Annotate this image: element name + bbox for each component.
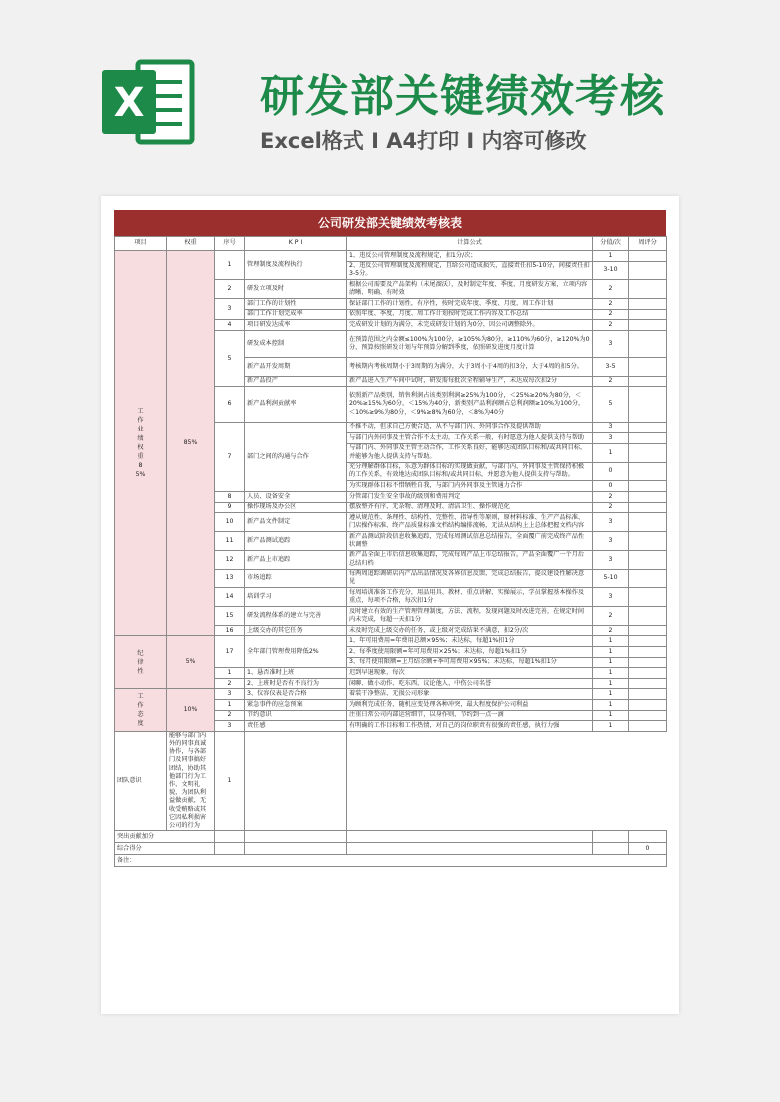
score-value: 2 bbox=[593, 607, 629, 626]
row-number: 15 bbox=[215, 607, 245, 626]
score-value: 3 bbox=[593, 513, 629, 532]
score-value: 2 bbox=[593, 320, 629, 331]
week-score-cell[interactable] bbox=[629, 513, 667, 532]
group-weight: 85% bbox=[167, 251, 215, 636]
week-score-cell[interactable] bbox=[629, 330, 667, 357]
kpi-name: 上级交办的其它任务 bbox=[245, 625, 347, 636]
row-number: 17 bbox=[215, 636, 245, 668]
kpi-name: 管理制度及流程执行 bbox=[245, 251, 347, 280]
kpi-name: 团队意识 bbox=[115, 731, 167, 830]
group-label: 纪律性 bbox=[137, 649, 144, 675]
score-value: 1 bbox=[593, 678, 629, 689]
week-score-cell[interactable] bbox=[629, 491, 667, 502]
formula-text: 与部门内、外同事及主管主动合作，工作关系良好，能够达成团队目标和/或共同目标，并能够为他人提供支持与帮助。 bbox=[347, 443, 593, 462]
kpi-name: 项目研发达成率 bbox=[245, 320, 347, 331]
week-score-cell[interactable] bbox=[629, 502, 667, 513]
score-value: 1 bbox=[593, 636, 629, 647]
formula-text: 1、违反公司管理制度及流程规定，扣1分/次； bbox=[347, 251, 593, 262]
row-number: 2 bbox=[215, 710, 245, 721]
kpi-name: 节约意识 bbox=[245, 710, 347, 721]
empty-cell bbox=[347, 843, 593, 855]
formula-text: 根据公司需要及产品架构（未尾溜沃），及时制定年度、季度、月度研发方案，立项内容清晰、明确、有时效 bbox=[347, 280, 593, 299]
week-score-cell[interactable] bbox=[629, 280, 667, 299]
group-label-cell bbox=[115, 689, 167, 731]
formula-text: 2、每季度使用限额=年可用费用×25%；未达标，每超1%扣1分 bbox=[347, 647, 593, 658]
formula-text: 与部门内外同事及主管合作不太主动，工作关系一般，有时愿意为他人提供支持与帮助 bbox=[347, 433, 593, 444]
kpi-name: 新产品开发周期 bbox=[245, 357, 347, 376]
score-value: 2 bbox=[593, 376, 629, 387]
kpi-table bbox=[114, 236, 667, 867]
kpi-name: 培训学习 bbox=[245, 588, 347, 607]
kpi-name: 1、悬否准时上班 bbox=[245, 668, 347, 679]
week-score-cell[interactable] bbox=[629, 625, 667, 636]
row-number: 10 bbox=[215, 513, 245, 532]
kpi-name: 新产品文件制定 bbox=[245, 513, 347, 532]
kpi-name: 全年部门管理费用降低2% bbox=[245, 636, 347, 668]
kpi-name: 3、仪容仪表是否合格 bbox=[245, 689, 347, 700]
formula-text: 充分理解群体目标，乐意为群体目标的实现做贡献，与部门内、外同事及主管保持积极的工作关系，有效地达成团队目标和/或共同目标，并愿意为他人提供支持与帮助。 bbox=[347, 462, 593, 481]
kpi-name: 部门之间的沟通与合作 bbox=[245, 422, 347, 491]
score-value: 1 bbox=[215, 731, 245, 830]
formula-text: 考核期内考核周期小于3周期的为满分，大于3周小于4周的扣3分，大于4周的扣5分。 bbox=[347, 357, 593, 376]
score-value: 3 bbox=[593, 550, 629, 569]
kpi-name: 责任感 bbox=[245, 721, 347, 732]
excel-logo bbox=[100, 56, 196, 148]
formula-text: 保证部门工作的计划性，有序性，按时完成年度、季度、月度、周工作计划 bbox=[347, 299, 593, 310]
score-value: 3 bbox=[593, 588, 629, 607]
score-value: 1 bbox=[593, 700, 629, 711]
week-score-cell[interactable] bbox=[629, 668, 667, 679]
week-score-cell[interactable] bbox=[629, 462, 667, 481]
formula-text: 完成研发计划的为满分，未完成研发计划的为0分，因公司调整除外。 bbox=[347, 320, 593, 331]
row-number: 1 bbox=[215, 251, 245, 280]
kpi-name: 2、上班时是否有不良行为 bbox=[245, 678, 347, 689]
score-value: 2 bbox=[593, 491, 629, 502]
formula-text: 新产品进入生产车间中试时，研发需每批次全程辅导生产，未达成每次扣2分 bbox=[347, 376, 593, 387]
kpi-name: 新产品测试追踪 bbox=[245, 531, 347, 550]
score-value: 2 bbox=[593, 309, 629, 320]
remark-row bbox=[115, 855, 667, 867]
table-row bbox=[115, 251, 667, 262]
group-label: 工作业绩 权重85% bbox=[135, 408, 146, 479]
week-score-cell[interactable] bbox=[629, 710, 667, 721]
row-number: 1 bbox=[215, 700, 245, 711]
header-row bbox=[115, 237, 667, 251]
week-score-cell[interactable] bbox=[629, 689, 667, 700]
score-value: 1 bbox=[593, 689, 629, 700]
bonus-row bbox=[115, 831, 667, 843]
group-label-cell bbox=[115, 251, 167, 636]
row-number: 12 bbox=[215, 550, 245, 569]
total-row bbox=[115, 843, 667, 855]
formula-text: 每周培训准备工作充分，用品用具、教材、重点讲解、实操展示，学员掌握基本操作及重点，每项不合格，每次扣1分 bbox=[347, 588, 593, 607]
week-score-cell[interactable] bbox=[629, 569, 667, 588]
remark-label[interactable]: 备注： bbox=[115, 855, 667, 867]
empty-cell bbox=[215, 843, 245, 855]
formula-text: 每两周追踪调研店内产品出品情况及各界信息反馈，完成总结报告，提议建设性解决意见 bbox=[347, 569, 593, 588]
week-score-cell[interactable] bbox=[245, 731, 347, 830]
score-value: 3 bbox=[593, 433, 629, 444]
excel-logo-letter: X bbox=[113, 80, 145, 126]
score-value: 1 bbox=[593, 443, 629, 462]
score-value: 3-10 bbox=[593, 261, 629, 280]
formula-text: 及时建立有效的生产管理管理制度，方法、流程，发现问题及时改进完善，在规定时间内未完成，每超一天扣1分 bbox=[347, 607, 593, 626]
kpi-sheet bbox=[114, 210, 666, 867]
row-number: 8 bbox=[215, 491, 245, 502]
week-score-cell[interactable] bbox=[629, 299, 667, 310]
kpi-name: 新产品上市追踪 bbox=[245, 550, 347, 569]
score-value: 3 bbox=[593, 330, 629, 357]
week-score-cell[interactable] bbox=[629, 678, 667, 689]
kpi-name: 研发立项及时 bbox=[245, 280, 347, 299]
formula-text: 在预算范围之内金额≤100%为100分，≥105%为80分，≥110%为60分，≥120%为0分，预算按照研发计划与年预算分解到季度，依照研发进度月度计算 bbox=[347, 330, 593, 357]
kpi-name: 人员、设备安全 bbox=[245, 491, 347, 502]
formula-text: 新产品测试阶段信息收集追踪，完成每周测试信息总结报告，全面覆广前完成终产品性状调整 bbox=[347, 531, 593, 550]
score-value: 5-10 bbox=[593, 569, 629, 588]
group-weight: 10% bbox=[167, 689, 215, 731]
week-score-cell[interactable] bbox=[629, 357, 667, 376]
week-score-cell[interactable] bbox=[629, 422, 667, 433]
formula-text: 为实现群体目标不惜牺牲自我，与部门内外同事及主管通力合作 bbox=[347, 481, 593, 492]
empty-cell bbox=[593, 843, 629, 855]
week-score-cell[interactable] bbox=[629, 433, 667, 444]
header-cell: 分值/次 bbox=[593, 237, 629, 251]
sheet-title: 公司研发部关键绩效考核表 bbox=[114, 210, 666, 236]
formula-text: 新产品全面上市后信息收集追踪，完成每周产品上市总结报告，产品全面覆广一个月后总结归档 bbox=[347, 550, 593, 569]
week-score-cell[interactable] bbox=[629, 481, 667, 492]
empty-cell bbox=[215, 831, 245, 843]
group-label-cell bbox=[115, 636, 167, 689]
total-row-label: 综合得分 bbox=[115, 843, 215, 855]
header-cell: 周评分 bbox=[629, 237, 667, 251]
week-score-cell[interactable] bbox=[629, 320, 667, 331]
score-value: 1 bbox=[593, 721, 629, 732]
formula-text: 依照年度、季度、月度、周工作计划按时完成工作内容及工作总结 bbox=[347, 309, 593, 320]
header-cell: K P I bbox=[245, 237, 347, 251]
header-cell: 序号 bbox=[215, 237, 245, 251]
table-row bbox=[115, 731, 667, 830]
header-cell: 权重 bbox=[167, 237, 215, 251]
week-score-cell[interactable] bbox=[629, 657, 667, 668]
formula-text: 能够与部门内外的同事真诚协作，与各部门及同事搞好团结，协助其他部门行为工作，文明礼貌，为团队利益做贡献，无收受贿赂或其它因私利损害公司的行为 bbox=[167, 731, 215, 830]
formula-text: 为顾利完成任务，随机应变处理各种冲突，最大程度保护公司利益 bbox=[347, 700, 593, 711]
score-value: 3 bbox=[593, 531, 629, 550]
empty-cell bbox=[347, 831, 593, 843]
score-value: 0 bbox=[593, 481, 629, 492]
row-number: 3 bbox=[215, 299, 245, 320]
formula-text: 2、违反公司管理制度及流程规定，且给公司造成损失，直接责任扣5-10分，间接责任扣3-5分。 bbox=[347, 261, 593, 280]
row-number: 2 bbox=[215, 280, 245, 299]
score-value: 1 bbox=[593, 710, 629, 721]
formula-text: 分管部门发生安全事故的级别和费用判定 bbox=[347, 491, 593, 502]
table-row bbox=[115, 689, 667, 700]
week-score-cell[interactable] bbox=[629, 376, 667, 387]
row-number: 11 bbox=[215, 531, 245, 550]
row-number: 9 bbox=[215, 502, 245, 513]
score-value: 2 bbox=[593, 502, 629, 513]
row-number: 6 bbox=[215, 387, 245, 422]
kpi-name: 操作现场及办公区 bbox=[245, 502, 347, 513]
week-score-cell[interactable] bbox=[629, 387, 667, 422]
formula-text: 3、每月使用限额=上月结余额+季可用费用×95%；未达标，每超1%扣1分 bbox=[347, 657, 593, 668]
row-number: 13 bbox=[215, 569, 245, 588]
score-value: 5 bbox=[593, 387, 629, 422]
formula-text: 遵从规范性、条理性、结构性、完整性、指导性等原则，原材料标准、生产产品标准、门店操作标准、终产品质量标准文档结构编排流畅，无法从结构上上总体把握文档内容 bbox=[347, 513, 593, 532]
kpi-name: 部门工作的计划性 bbox=[245, 299, 347, 310]
empty-cell bbox=[245, 843, 347, 855]
formula-text: 注重日常公司内部运营细节，以身作则，节约到一点一滴 bbox=[347, 710, 593, 721]
kpi-name: 紧急事件的应急预案 bbox=[245, 700, 347, 711]
group-weight: 5% bbox=[167, 636, 215, 689]
row-number: 4 bbox=[215, 320, 245, 331]
row-number: 7 bbox=[215, 422, 245, 491]
formula-text: 有明确的工作目标和工作热情，对自己的岗位职责有很强的责任感，执行力强 bbox=[347, 721, 593, 732]
empty-cell bbox=[593, 831, 629, 843]
week-score-cell[interactable] bbox=[629, 721, 667, 732]
table-row bbox=[115, 636, 667, 647]
week-score-cell[interactable] bbox=[629, 607, 667, 626]
score-value: 1 bbox=[593, 657, 629, 668]
page-subtitle: Excel格式 I A4打印 I 内容可修改 bbox=[260, 129, 587, 153]
score-value: 2 bbox=[593, 299, 629, 310]
document-page bbox=[101, 196, 679, 1014]
score-value: 1 bbox=[593, 668, 629, 679]
score-value: 0 bbox=[593, 462, 629, 481]
kpi-name: 市场追踪 bbox=[245, 569, 347, 588]
kpi-name: 研发成本控制 bbox=[245, 330, 347, 357]
row-number: 5 bbox=[215, 330, 245, 386]
formula-text: 1、年可用费用=年费用总额×95%；未达标，每超1%扣1分 bbox=[347, 636, 593, 647]
row-number: 16 bbox=[215, 625, 245, 636]
bonus-row-value[interactable] bbox=[629, 831, 667, 843]
score-value: 3 bbox=[593, 422, 629, 433]
kpi-name: 新产品投产 bbox=[245, 376, 347, 387]
score-value: 1 bbox=[593, 251, 629, 262]
week-score-cell[interactable] bbox=[629, 309, 667, 320]
week-score-cell[interactable] bbox=[629, 443, 667, 462]
formula-text: 闲聊、做小动作、吃东西、议论他人、中伤公司名誉 bbox=[347, 678, 593, 689]
bonus-row-label: 突出贡献加分 bbox=[115, 831, 215, 843]
header-cell: 计算公式 bbox=[347, 237, 593, 251]
total-row-value[interactable]: 0 bbox=[629, 843, 667, 855]
kpi-name: 新产品利润贡献率 bbox=[245, 387, 347, 422]
score-value: 1 bbox=[593, 647, 629, 658]
week-score-cell[interactable] bbox=[629, 261, 667, 280]
formula-text: 着装干净整洁、无损公司形象 bbox=[347, 689, 593, 700]
group-label: 工作态度 bbox=[137, 693, 144, 728]
score-value: 2 bbox=[593, 625, 629, 636]
row-number: 3 bbox=[215, 721, 245, 732]
formula-text: 未及时完成上级交办的任务，或上级对完成结果不满意，扣2分/次 bbox=[347, 625, 593, 636]
page-title: 研发部关键绩效考核 bbox=[260, 71, 665, 122]
row-number: 14 bbox=[215, 588, 245, 607]
week-score-cell[interactable] bbox=[629, 588, 667, 607]
formula-text: 摆放整齐有序、无杂物、清理及时、清洁卫生、操作规范化 bbox=[347, 502, 593, 513]
week-score-cell[interactable] bbox=[629, 647, 667, 658]
kpi-name: 研发流程体系的建立与完善 bbox=[245, 607, 347, 626]
row-number: 2 bbox=[215, 678, 245, 689]
week-score-cell[interactable] bbox=[629, 700, 667, 711]
header-cell: 项目 bbox=[115, 237, 167, 251]
row-number: 3 bbox=[215, 689, 245, 700]
formula-text: 不推不动，但求自己方便合适，从不与部门内、外同事合作及提供帮助 bbox=[347, 422, 593, 433]
kpi-name: 部门工作计划完成率 bbox=[245, 309, 347, 320]
week-score-cell[interactable] bbox=[629, 636, 667, 647]
week-score-cell[interactable] bbox=[629, 531, 667, 550]
week-score-cell[interactable] bbox=[629, 550, 667, 569]
formula-text: 依照新产品类别，销售利润占该类别利润≥25%为100分，＜25%≥20%为80分，＜20%≥15%为60分，＜15%为40分，新类别产品利润额占总利润额≥10%为100分，＜10%≥9%为80分，＜9%≥8%为60分，＜8%为40分 bbox=[347, 387, 593, 422]
empty-cell bbox=[245, 831, 347, 843]
score-value: 2 bbox=[593, 280, 629, 299]
formula-text: 迟到早退现象，每次 bbox=[347, 668, 593, 679]
week-score-cell[interactable] bbox=[629, 251, 667, 262]
score-value: 3-5 bbox=[593, 357, 629, 376]
row-number: 1 bbox=[215, 668, 245, 679]
